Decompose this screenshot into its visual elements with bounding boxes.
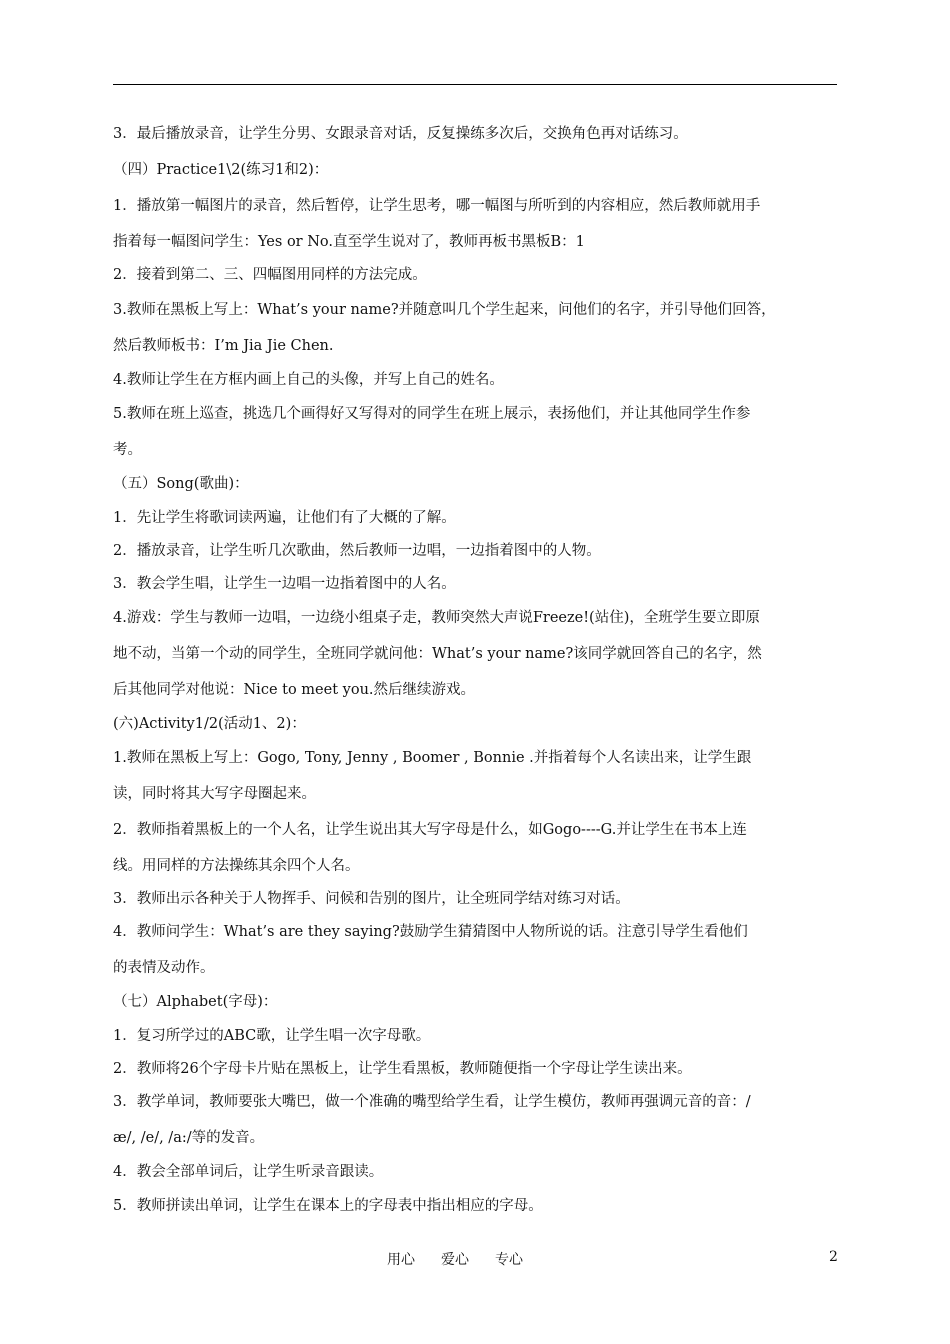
motto-word: 爱心 [441, 1252, 469, 1268]
text-line: 1．复习所学过的ABC歌，让学生唱一次字母歌。 [113, 1028, 431, 1044]
text-line: 2．接着到第二、三、四幅图用同样的方法完成。 [113, 267, 427, 283]
text-line: 地不动，当第一个动的同学生，全班同学就问他：What’s your name?该同学就回答自己的名字，然 [113, 646, 762, 662]
text-line: 3．教学单词，教师要张大嘴巴，做一个准确的嘴型给学生看，让学生模仿，教师再强调元音的音：/ [113, 1094, 751, 1110]
text-line: 线。用同样的方法操练其余四个人名。 [113, 858, 360, 874]
text-line: 1．先让学生将歌词读两遍，让他们有了大概的了解。 [113, 510, 456, 526]
text-line: 3．教会学生唱，让学生一边唱一边指着图中的人名。 [113, 576, 456, 592]
text-line: （五）Song(歌曲)： [113, 476, 249, 492]
text-line: 1．播放第一幅图片的录音，然后暂停，让学生思考，哪一幅图与所听到的内容相应，然后教师就用手 [113, 198, 761, 214]
text-line: 5.教师在班上巡查，挑选几个画得好又写得对的同学生在班上展示，表扬他们，并让其他同学生作参 [113, 406, 751, 422]
text-line: 3．教师出示各种关于人物挥手、问候和告别的图片，让全班同学结对练习对话。 [113, 891, 630, 907]
text-line: 4．教师问学生：What’s are they saying?鼓励学生猜猜图中人物所说的话。注意引导学生看他们 [113, 924, 748, 940]
text-line: 4．教会全部单词后，让学生听录音跟读。 [113, 1164, 384, 1180]
text-line: 的表情及动作。 [113, 960, 215, 976]
motto-word: 用心 [387, 1252, 415, 1268]
text-line: 2．播放录音，让学生听几次歌曲，然后教师一边唱，一边指着图中的人物。 [113, 543, 601, 559]
text-line: 4.游戏：学生与教师一边唱，一边绕小组桌子走，教师突然大声说Freeze!(站住)，全班学生要立即原 [113, 610, 760, 626]
text-line: 3.教师在黑板上写上：What’s your name?并随意叫几个学生起来，问他们的名字，并引导他们回答， [113, 302, 776, 318]
header-rule [113, 84, 837, 85]
text-line: （七）Alphabet(字母)： [113, 994, 278, 1010]
text-line: 考。 [113, 442, 142, 458]
text-line: 1.教师在黑板上写上：Gogo, Tony, Jenny , Boomer , Bonnie .并指着每个人名读出来，让学生跟 [113, 750, 752, 766]
text-line: （四）Practice1\2(练习1和2)： [113, 162, 329, 178]
text-line: 2．教师指着黑板上的一个人名，让学生说出其大写字母是什么，如Gogo----G.并让学生在书本上连 [113, 822, 747, 838]
text-line: 然后教师板书：I’m Jia Jie Chen. [113, 338, 334, 354]
text-line: æ/, /e/, /a:/等的发音。 [113, 1130, 265, 1146]
text-line: 4.教师让学生在方框内画上自己的头像，并写上自己的姓名。 [113, 372, 504, 388]
text-line: 3．最后播放录音，让学生分男、女跟录音对话，反复操练多次后，交换角色再对话练习。 [113, 126, 688, 142]
footer-motto [387, 1249, 549, 1269]
text-line: 5．教师拼读出单词，让学生在课本上的字母表中指出相应的字母。 [113, 1198, 543, 1214]
text-line: (六)Activity1/2(活动1、2)： [113, 716, 306, 732]
motto-word: 专心 [495, 1252, 523, 1268]
text-line: 后其他同学对他说：Nice to meet you.然后继续游戏。 [113, 682, 476, 698]
text-line: 2．教师将26个字母卡片贴在黑板上，让学生看黑板，教师随便指一个字母让学生读出来。 [113, 1061, 692, 1077]
text-line: 读，同时将其大写字母圈起来。 [113, 786, 316, 802]
page-number: 2 [829, 1249, 838, 1265]
text-line: 指着每一幅图问学生：Yes or No.直至学生说对了，教师再板书黑板B：1 [113, 234, 585, 250]
